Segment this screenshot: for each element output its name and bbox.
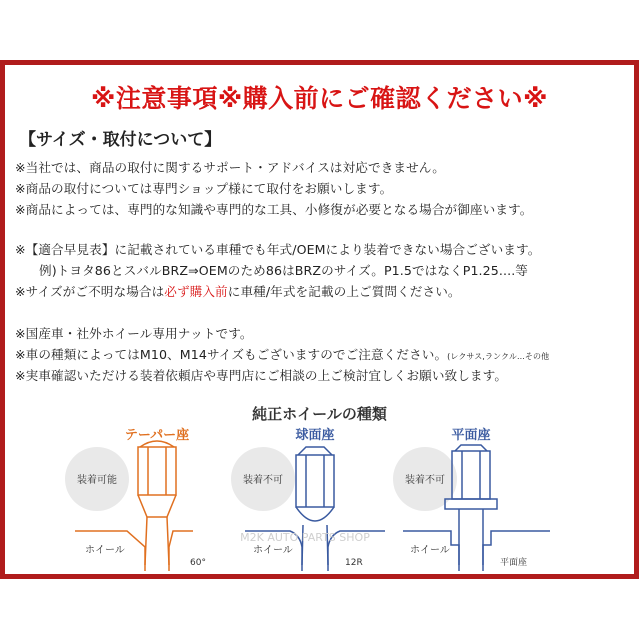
notice-line-9: ※実車確認いただける装着依頼店や専門店にご相談の上ご検討宜しくお願い致します。 [15, 368, 508, 383]
notice-line-6 [15, 281, 461, 300]
spherical-wheel-label: ホイール [253, 545, 293, 556]
diagram-title: 純正ホイールの種類 [252, 405, 387, 423]
taper-status-label: 装着可能 [77, 475, 117, 486]
watermark-text: M2K AUTO PARTS SHOP [240, 531, 370, 544]
notice-line-8-small: (レクサス,ランクル...その他 [447, 352, 550, 361]
flat-wheel-label: ホイール [410, 545, 450, 556]
spherical-radius-label: 12R [345, 558, 363, 568]
taper-seat-name: テーパー座 [124, 428, 190, 443]
notice-line-4: ※【適合早見表】に記載されている車種でも年式/OEMにより装着できない場合ございます。 [15, 242, 541, 257]
flat-seat-group [393, 427, 550, 571]
notice-line-2: ※商品の取付については専門ショップ様にて取付をお願いします。 [15, 181, 393, 196]
flat-status-label: 装着不可 [405, 475, 445, 486]
notice-line-6-a: ※サイズがご不明な場合は [15, 284, 165, 299]
notice-line-3: ※商品によっては、専門的な知識や専門的な工具、小修復が必要となる場合が御座います。 [15, 202, 533, 217]
notice-line-5: 例)トヨタ86とスバルBRZ⇒OEMのため86はBRZのサイズ。P1.5ではなくP1.25....等 [39, 263, 528, 278]
spherical-seat-group [231, 427, 385, 571]
notice-line-6-c: に車種/年式を記載の上ご質問ください。 [227, 284, 461, 299]
notice-title: ※注意事項※購入前にご確認ください※ [91, 84, 548, 113]
section-title: 【サイズ・取付について】 [19, 130, 222, 150]
spherical-seat-name: 球面座 [295, 428, 335, 443]
notice-line-8 [15, 344, 549, 363]
notice-line-8-main: ※車の種類によってはM10、M14サイズもございますのでご注意ください。 [15, 347, 448, 362]
notice-line-7: ※国産車・社外ホイール専用ナットです。 [15, 326, 253, 341]
taper-wheel-label: ホイール [85, 545, 125, 556]
wheel-seat-diagram [5, 425, 634, 575]
flat-seat-note-label: 平面座 [500, 558, 528, 568]
flat-nut-icon [445, 445, 497, 565]
spherical-status-label: 装着不可 [243, 475, 283, 486]
taper-seat-group [65, 427, 206, 571]
flat-seat-name: 平面座 [451, 428, 491, 443]
taper-angle-label: 60° [190, 558, 206, 568]
notice-line-6-highlight: 必ず購入前 [164, 284, 228, 299]
notice-line-1: ※当社では、商品の取付に関するサポート・アドバイスは対応できません。 [15, 160, 445, 175]
notice-frame [0, 60, 639, 579]
